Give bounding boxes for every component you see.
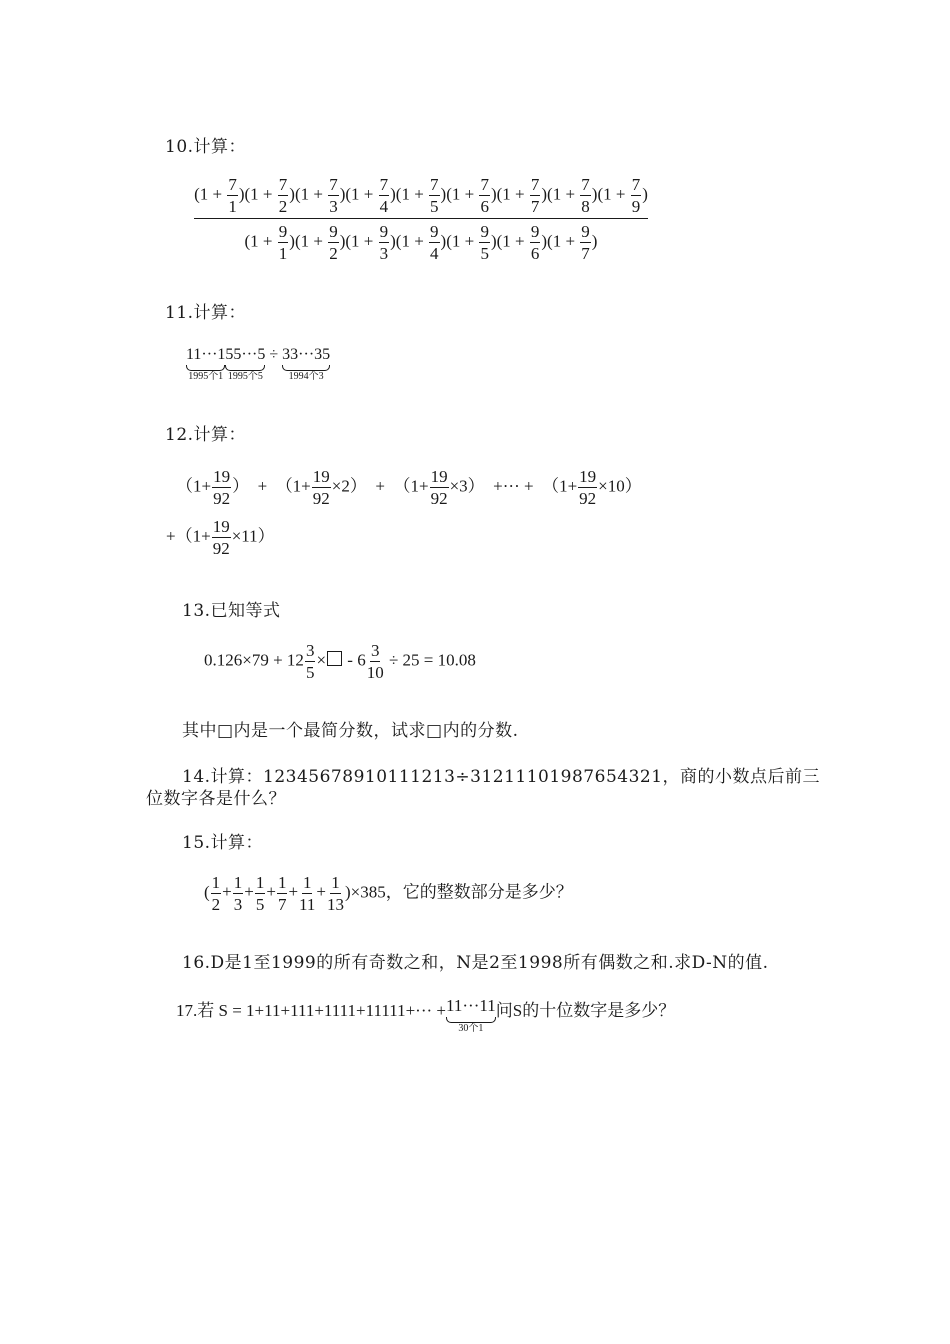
numerator-term-close: ): [390, 184, 396, 204]
numerator-term-close: ): [591, 184, 598, 204]
denominator-term-open: (1 +: [496, 231, 529, 251]
fraction-19-92: $\frac{19}{92}$: [579, 467, 597, 508]
divide-sign: ÷: [269, 346, 279, 363]
braced-group-fives: [225, 346, 265, 383]
denominator-term-close: ): [289, 231, 295, 251]
problem-11-expression: [186, 346, 330, 384]
denominator-term-close: ): [541, 231, 548, 251]
plus-sign: +: [244, 882, 254, 902]
braced-group-ones: [186, 346, 225, 383]
fraction-3-10: $\frac{3}{10}$: [366, 641, 384, 682]
problem-14-line-2: 位数字各是什么？: [146, 789, 286, 809]
term-3-open: （1+: [393, 476, 429, 496]
reciprocal-fraction: $\frac{1}{7}$: [277, 873, 287, 914]
plus-sign: +: [288, 882, 299, 902]
denominator-term-open: (1 +: [547, 231, 580, 251]
fraction-19-92: $\frac{19}{92}$: [430, 467, 448, 508]
numerator-term-fraction: $\frac{7}{4}$: [379, 175, 389, 216]
numerator-term-close: ): [238, 184, 245, 204]
denominator-term-fraction: $\frac{9}{7}$: [581, 222, 590, 263]
plus-sign: +: [257, 476, 268, 496]
reciprocal-fraction: $\frac{1}{13}$: [327, 873, 345, 914]
threes-count: 1994个3: [288, 371, 324, 382]
reciprocal-fraction: $\frac{1}{11}$: [299, 873, 316, 914]
term-4-close: ×10）: [598, 476, 642, 496]
numerator-term-fraction: $\frac{7}{3}$: [329, 175, 338, 216]
fives-count: 1995个5: [227, 371, 263, 382]
term-1-close: ）: [232, 476, 250, 496]
reciprocal-fraction: $\frac{1}{5}$: [255, 873, 265, 914]
problem-15-label: 15.计算：: [182, 833, 264, 853]
denominator-term-close: ): [339, 231, 346, 251]
term-3-close: ×3）: [449, 476, 485, 496]
numerator-term-fraction: $\frac{7}{8}$: [581, 175, 590, 216]
numerator-term-close: ): [541, 184, 548, 204]
problem-17-question: 问S的十位数字是多少？: [495, 1001, 676, 1020]
thirty-ones-count: 30个1: [458, 1023, 484, 1034]
denominator-term-close: ): [390, 231, 396, 251]
big-fraction: [186, 176, 656, 262]
times-sign: ×: [316, 650, 327, 670]
term-4-open: （1+: [542, 476, 578, 496]
term-5-close: ×11）: [231, 526, 275, 546]
numerator-term-close: ): [642, 184, 648, 204]
problem-11-label: 11.计算：: [165, 303, 247, 323]
numerator-term-close: ): [440, 184, 447, 204]
fives-digits: 55···5: [225, 346, 266, 363]
problem-16-text: 16.D是1至1999的所有奇数之和，N是2至1998所有偶数之和.求D-N的值.: [182, 953, 769, 973]
numerator-term-close: ): [289, 184, 295, 204]
reciprocal-sum: [210, 873, 345, 914]
open-paren: (: [204, 882, 210, 902]
numerator-term-fraction: $\frac{7}{6}$: [480, 175, 489, 216]
denominator-term-open: (1 +: [345, 231, 378, 251]
equation-part-c: - 6: [347, 650, 366, 670]
denominator-term-fraction: $\frac{9}{3}$: [379, 222, 389, 263]
denominator-term-fraction: $\frac{9}{2}$: [329, 222, 338, 263]
big-fraction-numerator: [194, 176, 648, 219]
problem-12-line-1: [176, 468, 642, 507]
numerator-term-open: (1 +: [446, 184, 479, 204]
problem-15-tail: )×385，它的整数部分是多少？: [345, 882, 573, 902]
equation-part-d: ÷ 25 = 10.08: [388, 650, 476, 670]
denominator-term-close: ): [440, 231, 447, 251]
ellipsis-plus: +··· +: [493, 476, 534, 496]
term-2-open: （1+: [275, 476, 311, 496]
denominator-term-fraction: $\frac{9}{6}$: [530, 222, 540, 263]
ones-count: 1995个1: [188, 371, 224, 382]
denominator-term-open: (1 +: [446, 231, 479, 251]
numerator-term-open: (1 +: [294, 184, 328, 204]
numerator-term-open: (1 +: [395, 184, 429, 204]
numerator-term-fraction: $\frac{7}{5}$: [430, 175, 439, 216]
reciprocal-fraction: $\frac{1}{2}$: [211, 873, 221, 914]
numerator-term-fraction: $\frac{7}{7}$: [530, 175, 540, 216]
denominator-term-open: (1 +: [244, 231, 277, 251]
plus-sign: +: [266, 882, 276, 902]
term-2-close: ×2）: [331, 476, 367, 496]
numerator-term-fraction: $\frac{7}{9}$: [631, 175, 641, 216]
denominator-term-open: (1 +: [395, 231, 429, 251]
denominator-term-fraction: $\frac{9}{4}$: [430, 222, 439, 263]
problem-12-label: 12.计算：: [165, 425, 247, 445]
problem-10-expression: [186, 176, 656, 262]
fraction-19-92: $\frac{19}{92}$: [312, 467, 330, 508]
ones-digits: 11···1: [186, 346, 226, 363]
plus-sign: +: [375, 476, 385, 496]
plus-sign: +: [316, 882, 327, 902]
plus-sign: +: [222, 882, 232, 902]
denominator-term-open: (1 +: [294, 231, 328, 251]
numerator-term-open: (1 +: [345, 184, 378, 204]
problem-12-line-2: [166, 518, 275, 557]
braced-group-threes: [282, 346, 330, 383]
problem-13-note: 其中□内是一个最简分数，试求□内的分数.: [182, 721, 519, 741]
problem-17-sum: 17.若 S = 1+11+111+1111+11111+··· +: [176, 1001, 446, 1020]
problem-13-equation: [204, 642, 476, 681]
braced-group-thirty-ones: [446, 996, 496, 1035]
numerator-term-close: ): [490, 184, 497, 204]
blank-box: [327, 651, 342, 666]
big-fraction-denominator: [245, 219, 598, 262]
fraction-19-92: $\frac{19}{92}$: [213, 467, 231, 508]
numerator-term-open: (1 +: [547, 184, 580, 204]
denominator-term-fraction: $\frac{9}{5}$: [480, 222, 489, 263]
numerator-term-open: (1 +: [194, 184, 227, 204]
problem-17-expression: [176, 996, 675, 1036]
numerator-term-fraction: $\frac{7}{1}$: [228, 175, 237, 216]
term-1-open: （1+: [176, 476, 212, 496]
fraction-19-92: $\frac{19}{92}$: [212, 517, 230, 558]
problem-10-label: 10.计算：: [165, 137, 247, 157]
fraction-3-5: $\frac{3}{5}$: [305, 641, 315, 682]
equation-part-a: 0.126×79 + 12: [204, 650, 304, 670]
problem-14-line-1: 14.计算：12345678910111213÷31211101987654321，商的小数点后前三: [182, 767, 821, 787]
numerator-term-open: (1 +: [496, 184, 529, 204]
thirty-ones-digits: 11···11: [446, 996, 496, 1015]
threes-digits: 33···35: [282, 346, 331, 363]
numerator-term-close: ): [339, 184, 346, 204]
problem-15-expression: [204, 874, 573, 913]
numerator-term-open: (1 +: [597, 184, 630, 204]
numerator-term-fraction: $\frac{7}{2}$: [278, 175, 288, 216]
numerator-term-open: (1 +: [244, 184, 277, 204]
denominator-term-close: ): [591, 231, 598, 251]
problem-13-label: 13.已知等式: [182, 601, 281, 621]
denominator-term-close: ): [490, 231, 497, 251]
term-5-open: +（1+: [166, 526, 211, 546]
denominator-term-fraction: $\frac{9}{1}$: [278, 222, 288, 263]
reciprocal-fraction: $\frac{1}{3}$: [233, 873, 243, 914]
